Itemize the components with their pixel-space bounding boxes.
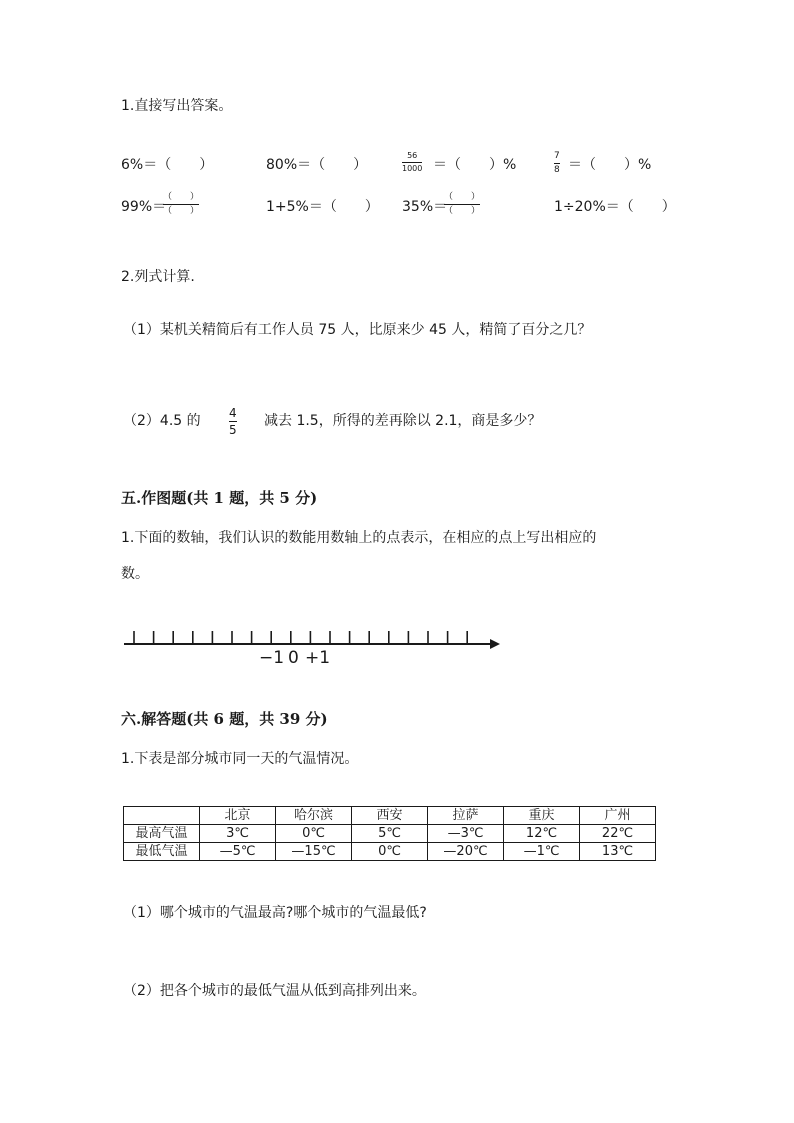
numerator: （ ） xyxy=(444,192,481,202)
q1-r1-item4-rhs: ＝（ ）% xyxy=(568,157,652,173)
axis-label-pos1: +1 xyxy=(305,648,331,668)
section5-q1-line1: 1.下面的数轴，我们认识的数能用数轴上的点表示，在相应的点上写出相应的 xyxy=(121,530,597,546)
axis-arrowhead xyxy=(490,639,500,649)
q1-title: 1.直接写出答案。 xyxy=(121,98,233,114)
section5-heading: 五.作图题(共 1 题，共 5 分) xyxy=(121,489,318,507)
table-header-cell: 广州 xyxy=(580,807,656,825)
axis-label-zero: 0 xyxy=(288,648,299,668)
table-header-cell: 西安 xyxy=(352,807,428,825)
q1-r2-item3-lhs: 35%＝ xyxy=(402,199,448,215)
temperature-table xyxy=(123,806,656,861)
table-cell: —20℃ xyxy=(428,843,504,861)
table-header-cell: 拉萨 xyxy=(428,807,504,825)
table-cell: 3℃ xyxy=(200,825,276,843)
q2-item1: （1）某机关精简后有工作人员 75 人，比原来少 45 人，精简了百分之几？ xyxy=(123,322,592,338)
axis-label-neg1: −1 xyxy=(259,648,285,668)
q2-title: 2.列式计算. xyxy=(121,269,195,285)
table-cell: —15℃ xyxy=(276,843,352,861)
table-cell: —1℃ xyxy=(504,843,580,861)
denominator: 1000 xyxy=(402,164,423,173)
section6-heading: 六.解答题(共 6 题，共 39 分) xyxy=(121,710,328,728)
numerator: 7 xyxy=(554,151,560,161)
answer-blank: （ ） xyxy=(619,199,676,215)
table-header-row xyxy=(124,807,656,825)
answer-blank: （ ） xyxy=(322,199,379,215)
answer-blank: （ ） xyxy=(157,157,214,173)
q1-r2-item1-lhs: 99%＝ xyxy=(121,199,167,215)
section6-sub2: （2）把各个城市的最低气温从低到高排列出来。 xyxy=(123,983,426,999)
table-cell: 最高气温 xyxy=(124,825,200,843)
section6-sub1: （1）哪个城市的气温最高?哪个城市的气温最低? xyxy=(123,905,427,921)
table-cell: 12℃ xyxy=(504,825,580,843)
lhs: 6%＝ xyxy=(121,157,158,173)
numerator: （ ） xyxy=(163,192,200,202)
table-cell: —3℃ xyxy=(428,825,504,843)
section6-q1-intro: 1.下表是部分城市同一天的气温情况。 xyxy=(121,751,359,767)
numerator: 4 xyxy=(229,406,237,420)
table-cell: 最低气温 xyxy=(124,843,200,861)
table-header-cell: 重庆 xyxy=(504,807,580,825)
table-cell: 22℃ xyxy=(580,825,656,843)
table-header-cell: 北京 xyxy=(200,807,276,825)
answer-blank: （ ） xyxy=(311,157,368,173)
q1-r1-item3-rhs: ＝（ ）% xyxy=(433,157,517,173)
table-cell: 0℃ xyxy=(352,843,428,861)
lhs: 1+5%＝ xyxy=(266,199,323,215)
q2-item2-suffix: 减去 1.5，所得的差再除以 2.1，商是多少？ xyxy=(264,413,542,429)
table-cell: 5℃ xyxy=(352,825,428,843)
table-cell: 0℃ xyxy=(276,825,352,843)
lhs: 80%＝ xyxy=(266,157,312,173)
q2-item2-prefix: （2）4.5 的 xyxy=(123,413,201,429)
table-header-cell: 哈尔滨 xyxy=(276,807,352,825)
table-row xyxy=(124,825,656,843)
denominator: 8 xyxy=(554,165,560,175)
table-row xyxy=(124,843,656,861)
table-cell: —5℃ xyxy=(200,843,276,861)
denominator: （ ） xyxy=(163,206,200,216)
numerator: 56 xyxy=(407,151,418,160)
denominator: （ ） xyxy=(444,206,481,216)
lhs: 1÷20%＝ xyxy=(554,199,620,215)
table-header-cell xyxy=(124,807,200,825)
denominator: 5 xyxy=(229,423,237,437)
section5-q1-line2: 数。 xyxy=(121,566,149,582)
table-cell: 13℃ xyxy=(580,843,656,861)
